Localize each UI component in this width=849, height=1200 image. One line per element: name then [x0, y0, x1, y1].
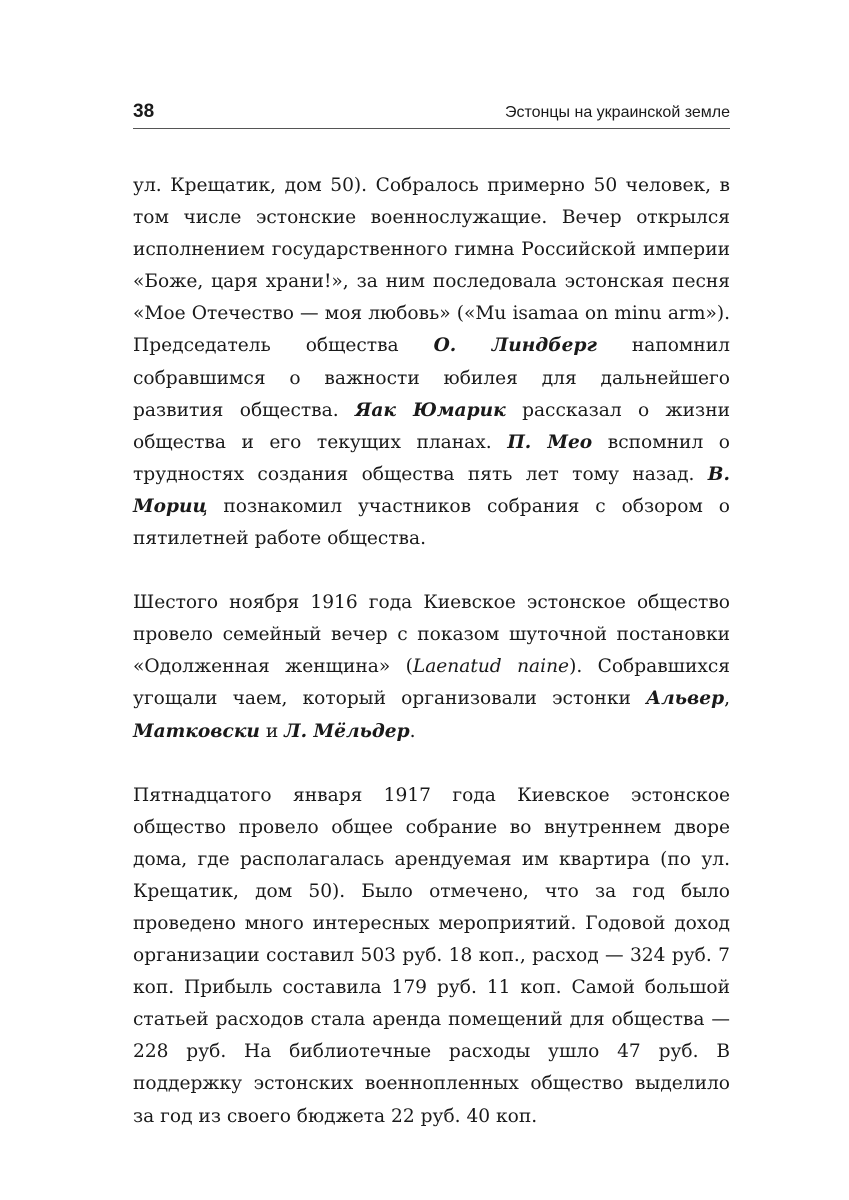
person-name: П. Мео — [507, 431, 593, 453]
text-run: вспомнил о трудностях создания общества пять лет тому назад. — [133, 431, 730, 485]
text-run: , — [724, 688, 730, 710]
running-title: Эстонцы на украинской земле — [505, 104, 730, 121]
header-rule — [133, 128, 730, 129]
person-name: Л. Мёльдер — [284, 720, 410, 742]
text-run: ул. Крещатик, дом 50). Собралось примерно 50 человек, в том числе эстонские военнослужащие. Вечер открылся исполнением государственного гимна Российской империи «Боже, царя храни!», за ним последовала эстонская песня «Мое Отечество — моя любовь» («Mu isamaa on minu arm»). Председатель общества — [133, 175, 730, 357]
text-run: . — [409, 720, 416, 742]
text-run: рассказал о жизни общества и его текущих планах. — [133, 399, 730, 453]
text-run: познакомил участников собрания с обзором о пятилетней работе общества. — [133, 495, 730, 550]
text-run: Шестого ноября 1916 года Киевское эстонское общество провело семейный вечер с показом шуточной постановки «Одолженная женщина» ( — [133, 592, 730, 678]
paragraph-1 — [133, 170, 730, 555]
person-name: О. Линдберг — [433, 335, 597, 357]
person-name: Яак Юмарик — [354, 399, 506, 421]
text-run: напомнил собравшимся о важности юбилея для дальнейшего развития общества. — [133, 335, 730, 421]
paragraph-3 — [133, 780, 730, 1133]
person-name: Матковски — [133, 720, 260, 742]
person-name: В. Мориц — [133, 463, 730, 517]
page-number: 38 — [133, 101, 155, 122]
person-name: Альвер — [646, 688, 725, 710]
page-header — [133, 98, 730, 128]
text-run: и — [259, 720, 285, 742]
text-run: Пятнадцатого января 1917 года Киевское эстонское общество провело общее собрание во внутреннем дворе дома, где располагалась арендуемая им квартира (по ул. Крещатик, дом 50). Было отмечено, что за год было проведено много интересных мероприятий. Годовой доход организации составил 503 руб. 18 коп., расход — 324 руб. 7 коп. Прибыль составила 179 руб. 11 коп. Самой большой статьей расходов стала аренда помещений для общества — 228 руб. На библиотечные расходы ушло 47 руб. В поддержку эстонских военнопленных общество выделило за год из своего бюджета 22 руб. 40 коп. — [133, 784, 730, 1127]
body-text — [133, 170, 730, 1133]
text-run: ). Собравшихся угощали чаем, который организовали эстонки — [133, 656, 730, 710]
paragraph-2 — [133, 587, 730, 747]
play-title: Laenatud naine — [412, 656, 570, 678]
